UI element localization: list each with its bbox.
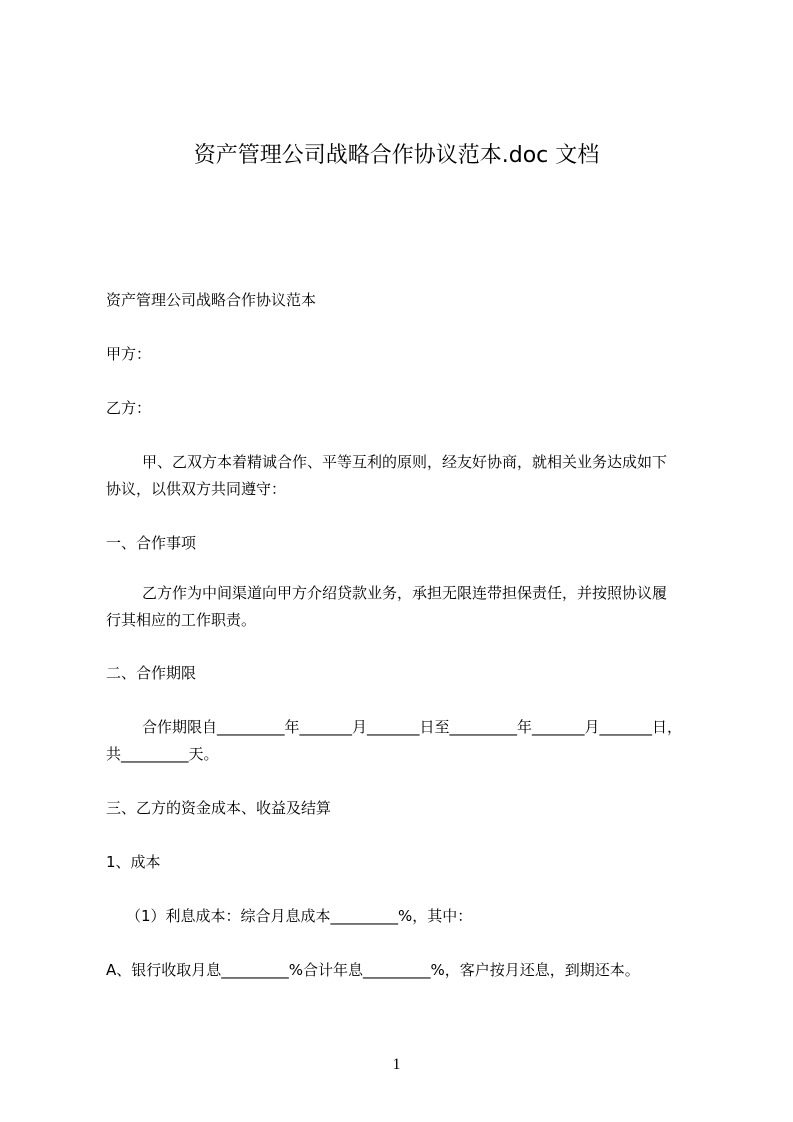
section-1-line: 行其相应的工作职责。 — [106, 611, 257, 629]
section-1-line: 乙方作为中间渠道向甲方介绍贷款业务，承担无限连带担保责任，并按照协议履 — [142, 584, 668, 602]
page-number: 1 — [392, 1056, 401, 1073]
section-1-paragraph — [106, 580, 706, 634]
section-2-paragraph — [106, 714, 706, 768]
section-3-title: 三、乙方的资金成本、收益及结算 — [106, 799, 332, 817]
section-1-title: 一、合作事项 — [106, 534, 197, 552]
item-1-title: 1、成本 — [106, 853, 161, 871]
preamble-line: 甲、乙双方本着精诚合作、平等互利的原则，经友好协商，就相关业务达成如下 — [142, 453, 668, 471]
preamble-paragraph — [106, 449, 706, 503]
section-2-line: 共_________天。 — [106, 745, 219, 763]
party-a-label: 甲方： — [106, 345, 152, 363]
contract-heading: 资产管理公司战略合作协议范本 — [106, 291, 317, 309]
item-1-sub-1: （1）利息成本：综合月息成本_________%，其中： — [126, 907, 473, 925]
section-2-title: 二、合作期限 — [106, 664, 197, 682]
preamble-line: 协议，以供双方共同遵守： — [106, 480, 287, 498]
section-2-line: 合作期限自_________年_______月_______日至_________年_______月_______日， — [142, 718, 683, 736]
party-b-label: 乙方： — [106, 399, 152, 417]
item-1-sub-1-a: A、银行收取月息_________%合计年息_________%，客户按月还息，到期还本。 — [106, 961, 640, 979]
document-title: 资产管理公司战略合作协议范本.doc 文档 — [193, 143, 600, 168]
